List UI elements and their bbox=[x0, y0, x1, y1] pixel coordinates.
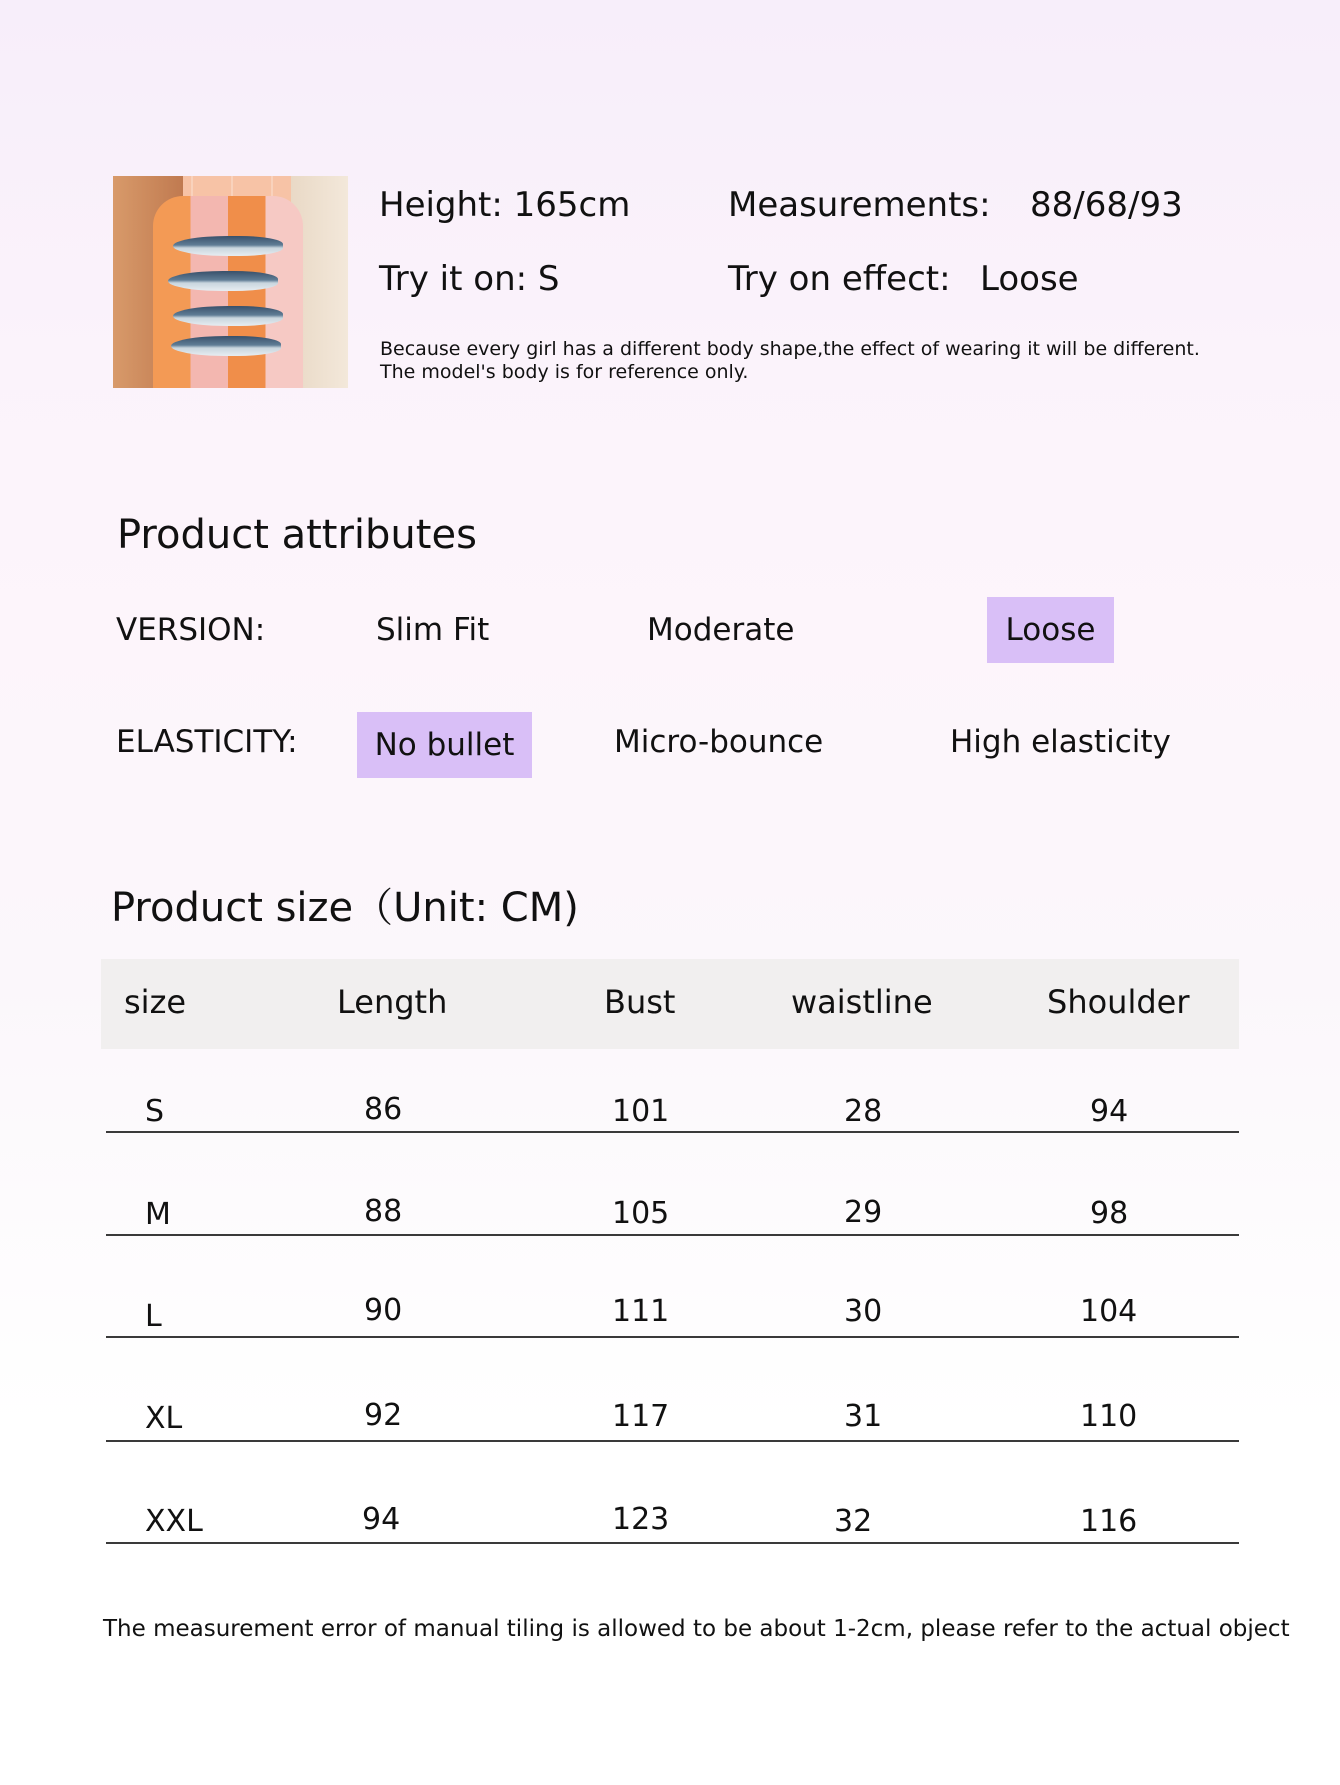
bust-cell: 123 bbox=[612, 1502, 670, 1537]
waistline-cell: 28 bbox=[844, 1094, 883, 1129]
fish-print bbox=[173, 306, 283, 326]
model-photo bbox=[113, 176, 348, 388]
size-cell: S bbox=[145, 1094, 165, 1129]
fish-print bbox=[171, 336, 281, 356]
elasticity-option-no-bullet-selected: No bullet bbox=[357, 712, 532, 778]
try-on-effect-label: Try on effect: bbox=[728, 259, 951, 299]
length-cell: 94 bbox=[362, 1502, 401, 1537]
row-divider bbox=[106, 1440, 1239, 1442]
row-divider bbox=[106, 1336, 1239, 1338]
try-on-effect-value: Loose bbox=[980, 259, 1079, 299]
try-on-size: Try it on: S bbox=[379, 259, 560, 299]
length-cell: 86 bbox=[364, 1092, 403, 1127]
shoulder-cell: 104 bbox=[1080, 1294, 1138, 1329]
version-option-loose-selected: Loose bbox=[987, 597, 1114, 663]
waistline-cell: 30 bbox=[844, 1294, 883, 1329]
row-divider bbox=[106, 1234, 1239, 1236]
row-divider bbox=[106, 1131, 1239, 1133]
size-cell: L bbox=[145, 1299, 162, 1334]
fish-print bbox=[168, 271, 278, 291]
bust-cell: 101 bbox=[612, 1094, 670, 1129]
header-bust: Bust bbox=[604, 983, 676, 1021]
version-option-moderate: Moderate bbox=[647, 612, 795, 648]
fit-note-line-1: Because every girl has a different body shape,the effect of wearing it will be different. bbox=[380, 338, 1200, 360]
waistline-cell: 29 bbox=[844, 1195, 883, 1230]
version-option-slim-fit: Slim Fit bbox=[376, 612, 490, 648]
waistline-cell: 31 bbox=[844, 1399, 883, 1434]
length-cell: 92 bbox=[364, 1398, 403, 1433]
bust-cell: 117 bbox=[612, 1399, 670, 1434]
measurements-value: 88/68/93 bbox=[1030, 185, 1183, 225]
bust-cell: 111 bbox=[612, 1294, 670, 1329]
shoulder-cell: 116 bbox=[1080, 1504, 1138, 1539]
version-label: VERSION: bbox=[116, 612, 266, 648]
measurement-error-note: The measurement error of manual tiling is allowed to be about 1-2cm, please refer to the actual object bbox=[103, 1616, 1290, 1642]
size-cell: XXL bbox=[145, 1504, 203, 1539]
product-attributes-title: Product attributes bbox=[117, 512, 477, 558]
product-size-title: Product size（Unit: CM) bbox=[111, 885, 579, 931]
elasticity-label: ELASTICITY: bbox=[116, 724, 298, 760]
shoulder-cell: 110 bbox=[1080, 1399, 1138, 1434]
elasticity-option-micro-bounce: Micro-bounce bbox=[614, 724, 824, 760]
bust-cell: 105 bbox=[612, 1196, 670, 1231]
waistline-cell: 32 bbox=[834, 1504, 873, 1539]
elasticity-option-high-elasticity: High elasticity bbox=[950, 724, 1171, 760]
header-waistline: waistline bbox=[791, 983, 933, 1021]
fish-print bbox=[173, 236, 283, 256]
header-length: Length bbox=[337, 983, 448, 1021]
length-cell: 90 bbox=[364, 1293, 403, 1328]
header-shoulder: Shoulder bbox=[1047, 983, 1190, 1021]
row-divider bbox=[106, 1542, 1239, 1544]
shoulder-cell: 94 bbox=[1090, 1094, 1129, 1129]
size-cell: M bbox=[145, 1197, 171, 1232]
shoulder-cell: 98 bbox=[1090, 1196, 1129, 1231]
size-cell: XL bbox=[145, 1401, 183, 1436]
fit-note-line-2: The model's body is for reference only. bbox=[380, 361, 749, 383]
model-height: Height: 165cm bbox=[379, 185, 631, 225]
dress-shape bbox=[153, 196, 303, 388]
measurements-label: Measurements: bbox=[728, 185, 991, 225]
length-cell: 88 bbox=[364, 1194, 403, 1229]
header-size: size bbox=[124, 983, 187, 1021]
